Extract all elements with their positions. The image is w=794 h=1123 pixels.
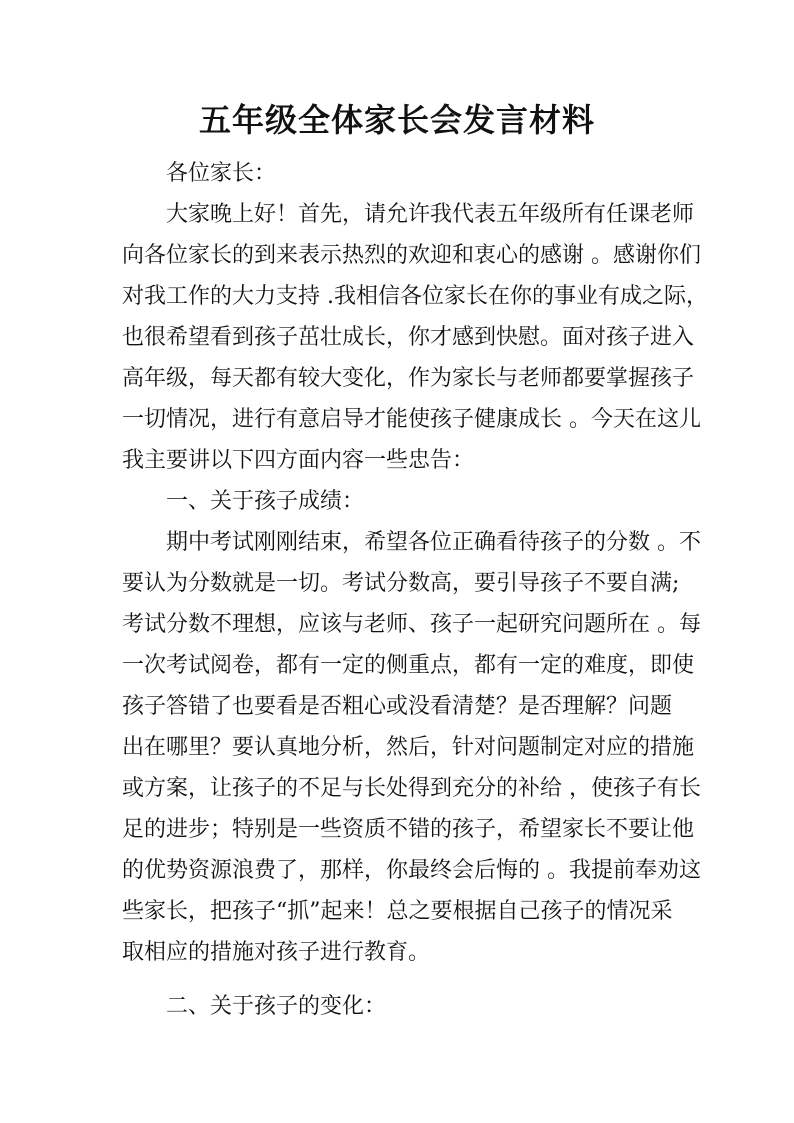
paragraph-line: 对我工作的大力支持 .我相信各位家长在你的事业有成之际， xyxy=(122,284,708,309)
salutation: 各位家长： xyxy=(166,161,277,186)
section-heading: 二、关于孩子的变化： xyxy=(166,994,387,1019)
paragraph-line: 也很希望看到孩子茁壮成长，你才感到快慰。面对孩子进入 xyxy=(122,325,695,350)
paragraph-line: 或方案，让孩子的不足与长处得到充分的补给 ，使孩子有长 xyxy=(122,776,701,801)
paragraph-line: 要认为分数就是一切。考试分数高，要引导孩子不要自满; xyxy=(122,571,680,596)
paragraph-line: 取相应的措施对孩子进行教育。 xyxy=(122,940,431,965)
paragraph-line: 期中考试刚刚结束，希望各位正确看待孩子的分数 。不 xyxy=(166,530,701,555)
paragraph-line: 一次考试阅卷，都有一定的侧重点，都有一定的难度，即使 xyxy=(122,653,695,678)
paragraph-line: 向各位家长的到来表示热烈的欢迎和衷心的感谢 。感谢你们 xyxy=(122,243,701,268)
paragraph-line: 我主要讲以下四方面内容一些忠告： xyxy=(122,448,475,473)
paragraph-line: 足的进步；特别是一些资质不错的孩子，希望家长不要让他 xyxy=(122,817,695,842)
page-title: 五年级全体家长会发言材料 xyxy=(198,101,595,139)
paragraph-line: 的优势资源浪费了，那样，你最终会后悔的 。我提前奉劝这 xyxy=(122,858,701,883)
paragraph-line: 高年级，每天都有较大变化，作为家长与老师都要掌握孩子 xyxy=(122,366,695,391)
paragraph-line: 孩子答错了也要看是否粗心或没看清楚？是否理解？问题 xyxy=(122,694,673,719)
paragraph-line: 出在哪里？要认真地分析，然后，针对问题制定对应的措施 xyxy=(122,735,695,760)
section-heading: 一、关于孩子成绩： xyxy=(166,489,365,514)
paragraph-line: 考试分数不理想，应该与老师、孩子一起研究问题所在 。每 xyxy=(122,612,701,637)
paragraph-line: 一切情况，进行有意启导才能使孩子健康成长 。今天在这儿 xyxy=(122,407,701,432)
paragraph-line: 些家长，把孩子“抓”起来！总之要根据自己孩子的情况采 xyxy=(122,899,673,924)
paragraph-line: 大家晚上好！首先，请允许我代表五年级所有任课老师 xyxy=(166,202,695,227)
